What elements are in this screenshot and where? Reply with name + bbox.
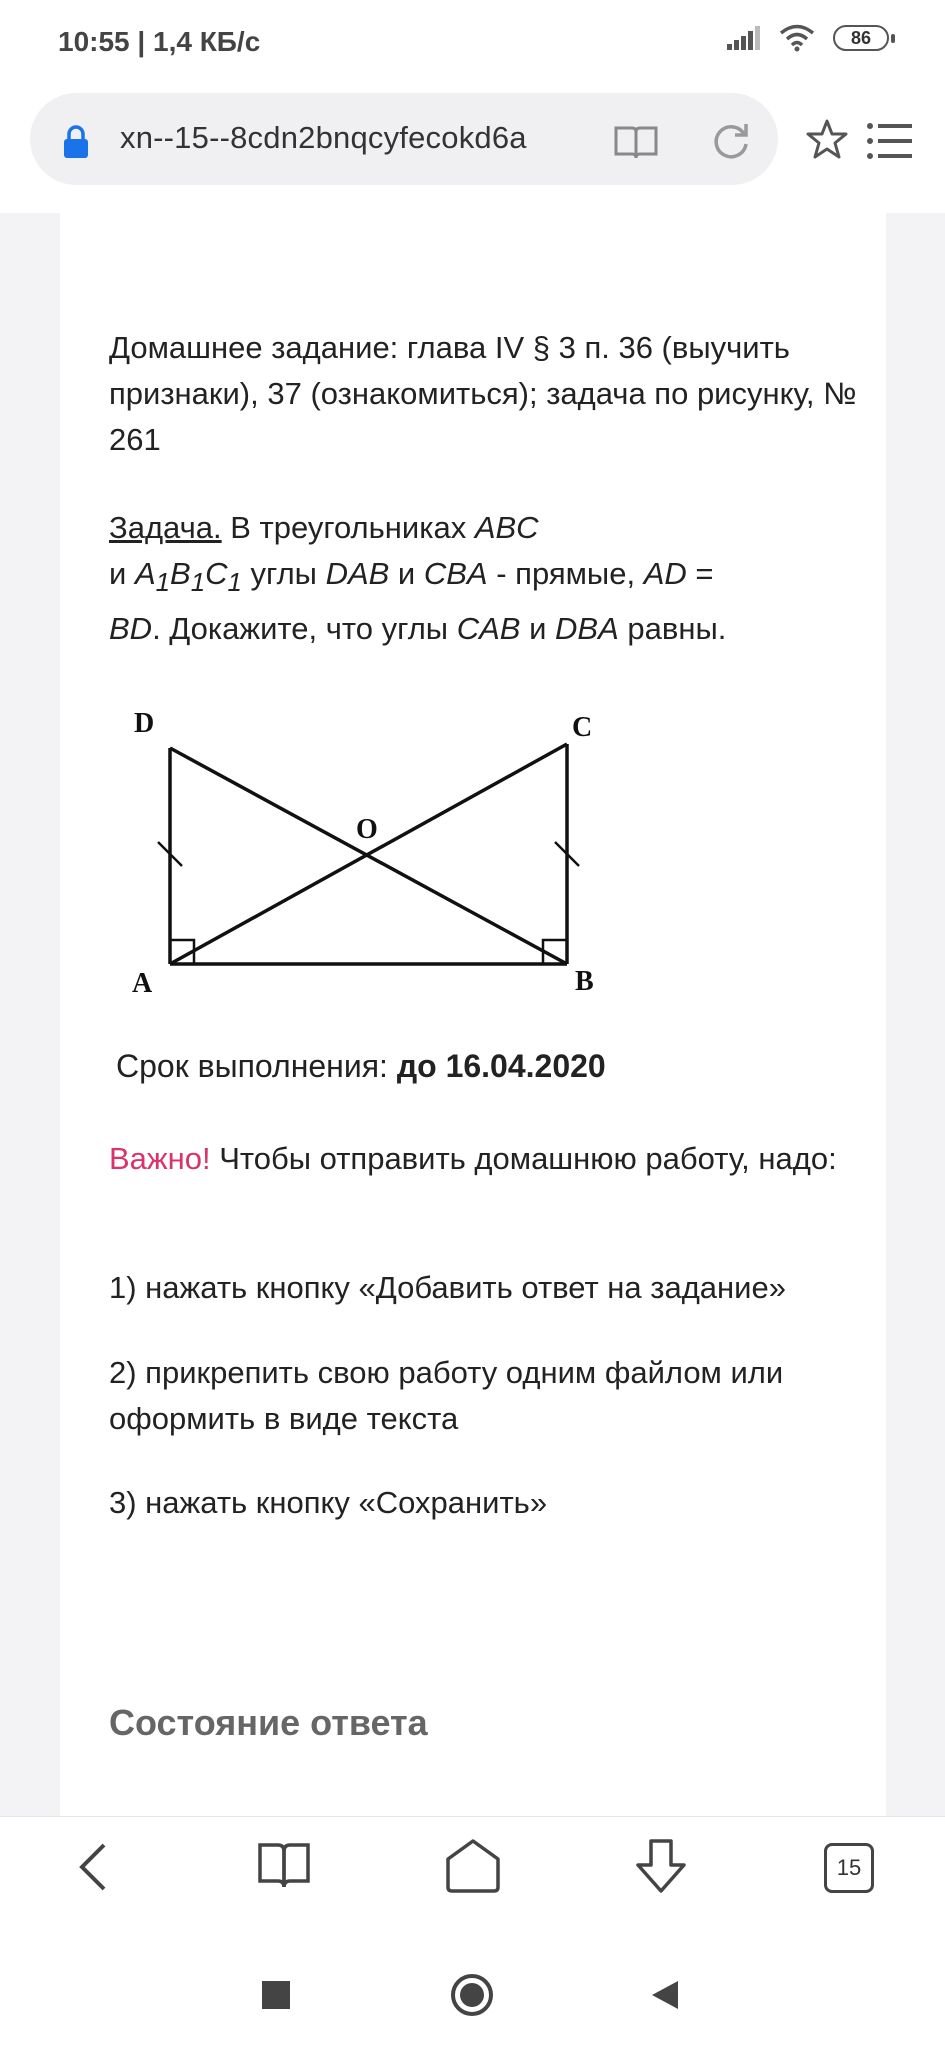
step-1: 1) нажать кнопку «Добавить ответ на задание» <box>109 1270 786 1305</box>
homework-text: Домашнее задание: глава IV § 3 п. 36 (выучить признаки), 37 (ознакомиться); задача по рисунку, № 261 <box>109 330 857 457</box>
step-3: 3) нажать кнопку «Сохранить» <box>109 1485 548 1520</box>
recents-icon[interactable] <box>262 1981 290 2009</box>
battery-icon: 86 <box>833 25 889 51</box>
important-label: Важно! <box>109 1141 211 1176</box>
label-b: B <box>575 966 594 997</box>
home-icon[interactable] <box>444 1837 502 1895</box>
status-time: 10:55 | 1,4 КБ/с <box>58 26 261 57</box>
url-text[interactable]: xn--15--8cdn2bnqcyfecokd6a <box>120 120 527 155</box>
bookmark-star-icon[interactable] <box>806 118 848 160</box>
bookmarks-icon[interactable] <box>256 1837 312 1893</box>
important-text: Чтобы отправить домашнюю работу, надо: <box>210 1141 837 1176</box>
status-bar <box>0 0 945 88</box>
deadline <box>116 1048 606 1085</box>
system-nav-bar <box>0 1933 945 2048</box>
step-2: 2) прикрепить свою работу одним файлом или оформить в виде текста <box>109 1355 784 1436</box>
answer-state-heading: Состояние ответа <box>109 1702 428 1743</box>
system-back-icon[interactable] <box>650 1979 680 2011</box>
deadline-value: до 16.04.2020 <box>396 1048 606 1084</box>
wifi-icon <box>779 24 815 52</box>
back-icon[interactable] <box>72 1837 116 1897</box>
label-a: A <box>132 968 153 999</box>
label-c: C <box>572 712 593 743</box>
problem-label: Задача. <box>109 510 222 545</box>
download-icon[interactable] <box>632 1837 690 1897</box>
problem-text: Задача. В треугольниках ABC и $A_1B_1C_1$ углы DAB и CBA - прямые, AD = BD. Докажите, что углы CAB и DBA равны. <box>109 510 727 647</box>
reader-mode-icon[interactable] <box>612 122 660 162</box>
label-o: O <box>356 814 378 845</box>
signal-icon <box>727 26 761 50</box>
label-d: D <box>134 708 155 739</box>
geometry-figure <box>120 700 620 1000</box>
deadline-label: Срок выполнения: <box>116 1048 388 1084</box>
browser-bottom-nav <box>0 1816 945 1934</box>
tabs-count-button[interactable]: 15 <box>824 1843 874 1893</box>
reload-icon[interactable] <box>710 120 752 162</box>
status-icons <box>727 24 889 52</box>
menu-icon[interactable] <box>866 122 912 160</box>
home-circle-icon[interactable] <box>450 1973 494 2017</box>
lock-icon <box>62 125 90 159</box>
important-note <box>109 1136 869 1182</box>
